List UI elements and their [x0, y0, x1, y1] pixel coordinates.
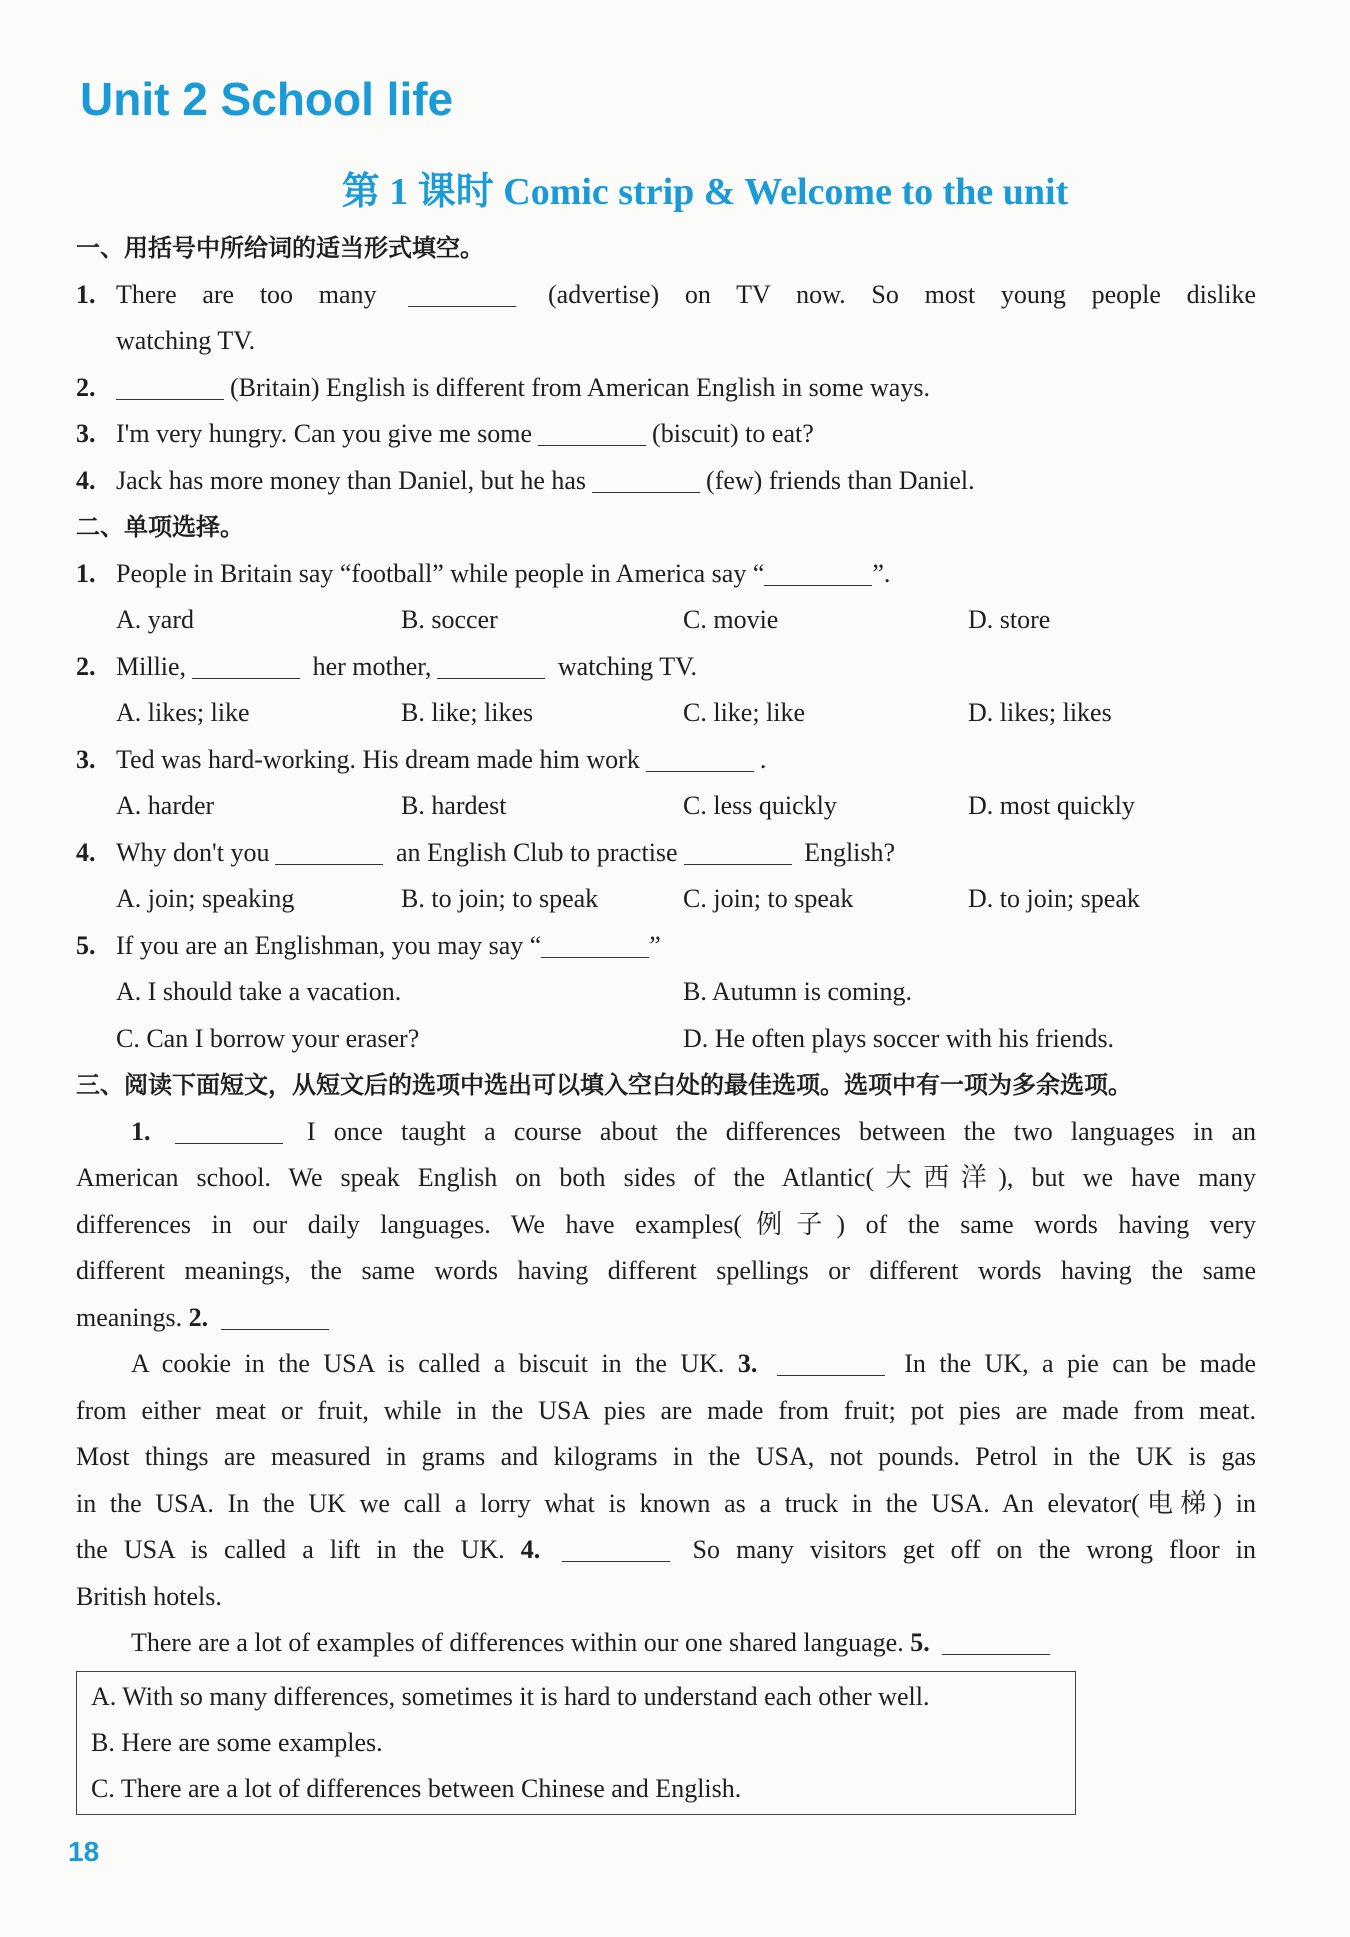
passage-line [76, 1341, 1256, 1388]
unit-title: Unit 2 School life [80, 73, 454, 125]
options-box [76, 1671, 1076, 1815]
passage-line: American school. We speak English on both sides of the Atlantic(大西洋), but we have many [76, 1163, 1256, 1192]
option-a[interactable]: A. I should take a vacation. [116, 977, 402, 1006]
passage [76, 1109, 1256, 1667]
question-text: There are too many [116, 279, 377, 309]
option-c[interactable]: C. There are a lot of differences between Chinese and English. [91, 1773, 742, 1803]
option-c[interactable]: C. movie [683, 605, 779, 634]
s1-question-4 [76, 458, 1256, 505]
answer-blank[interactable] [437, 648, 545, 679]
option-c[interactable]: C. join; to speak [683, 884, 854, 913]
s2-question-2 [76, 644, 1256, 691]
answer-blank[interactable] [538, 415, 646, 446]
s2-q5-options [76, 969, 1256, 1062]
answer-blank[interactable] [684, 834, 792, 865]
option-c[interactable]: C. Can I borrow your eraser? [116, 1023, 420, 1053]
option-b[interactable]: B. hardest [401, 791, 507, 820]
answer-blank[interactable] [942, 1624, 1050, 1655]
question-text: I'm very hungry. Can you give me some [116, 419, 533, 448]
passage-text: A cookie in the USA is called a biscuit in the UK. [131, 1349, 725, 1378]
answer-blank[interactable] [592, 462, 700, 493]
s2-q1-options [76, 597, 1256, 644]
s2-question-3 [76, 737, 1256, 784]
answer-blank[interactable] [116, 369, 224, 400]
answer-blank[interactable] [175, 1113, 283, 1144]
question-text: Jack has more money than Daniel, but he has [116, 465, 587, 495]
option-d[interactable]: D. to join; speak [968, 884, 1140, 913]
blank-number: 5. [910, 1628, 930, 1657]
passage-line: from either meat or fruit, while in the USA pies are made from fruit; pot pies are made from meat. [76, 1395, 1256, 1425]
question-text: English? [804, 837, 896, 867]
option-a[interactable]: A. join; speaking [116, 884, 295, 913]
question-text: an English Club to practise [395, 837, 678, 867]
question-text: ”. [872, 558, 891, 588]
option-c[interactable]: C. less quickly [683, 791, 837, 820]
option-b[interactable]: B. like; likes [401, 698, 534, 727]
option-b[interactable]: B. soccer [401, 605, 498, 634]
question-number: 3. [76, 419, 96, 448]
s2-question-1 [76, 551, 1256, 598]
answer-blank[interactable] [275, 834, 383, 865]
s2-q2-options [76, 690, 1256, 737]
question-number: 2. [76, 651, 96, 681]
answer-blank[interactable] [646, 741, 754, 772]
option-d[interactable]: D. He often plays soccer with his friends. [683, 1023, 1115, 1053]
passage-line: British hotels. [76, 1581, 222, 1611]
passage-line [76, 1620, 1256, 1667]
section-1-heading: 一、用括号中所给词的适当形式填空。 [76, 234, 484, 262]
s2-question-4 [76, 830, 1256, 877]
question-text: People in Britain say “football” while people in America say “ [116, 558, 765, 588]
passage-line [76, 1295, 1256, 1342]
passage-text: So many visitors get off on the wrong floor in [692, 1535, 1256, 1564]
answer-blank[interactable] [221, 1299, 329, 1330]
section-2-heading: 二、单项选择。 [76, 513, 244, 541]
passage-line [76, 1527, 1256, 1574]
question-text: . [759, 744, 767, 774]
s2-q4-options [76, 876, 1256, 923]
question-number: 1. [76, 558, 96, 588]
question-text: If you are an Englishman, you may say “ [116, 930, 542, 960]
answer-blank[interactable] [777, 1345, 885, 1376]
question-text: Why don't you [116, 837, 270, 867]
s2-question-5 [76, 923, 1256, 970]
page-number: 18 [68, 1836, 100, 1867]
s1-question-1-cont: watching TV. [116, 326, 256, 355]
question-text: (biscuit) to eat? [652, 419, 814, 448]
question-text: (advertise) on TV now. So most young people dislike [548, 279, 1256, 309]
passage-line: different meanings, the same words having different spellings or different words having the same [76, 1256, 1256, 1285]
question-number: 3. [76, 744, 96, 774]
passage-text: the USA is called a lift in the UK. [76, 1535, 505, 1564]
question-number: 2. [76, 372, 96, 402]
question-number: 1. [76, 279, 96, 309]
s2-q3-options [76, 783, 1256, 830]
option-b[interactable]: B. to join; to speak [401, 884, 599, 913]
lesson-title: 第 1 课时 Comic strip & Welcome to the unit [341, 171, 1069, 213]
question-text: (Britain) English is different from American English in some ways. [230, 372, 930, 402]
option-a[interactable]: A. likes; like [116, 698, 250, 727]
option-a[interactable]: A. harder [116, 791, 215, 820]
option-a[interactable]: A. yard [116, 605, 194, 634]
passage-text: I once taught a course about the differences between the two languages in an [306, 1116, 1257, 1146]
answer-blank[interactable] [192, 648, 300, 679]
answer-blank[interactable] [408, 276, 516, 307]
question-text: Millie, [116, 651, 187, 681]
question-text: watching TV. [557, 651, 698, 681]
passage-line [76, 1109, 1256, 1156]
question-text: ” [649, 930, 661, 960]
blank-number: 3. [737, 1349, 758, 1378]
question-text: her mother, [312, 651, 432, 681]
option-a[interactable]: A. With so many differences, sometimes it is hard to understand each other well. [91, 1681, 930, 1711]
option-d[interactable]: D. store [968, 605, 1051, 634]
passage-text: meanings. [76, 1302, 183, 1332]
question-text: (few) friends than Daniel. [706, 465, 975, 495]
option-b[interactable]: B. Autumn is coming. [683, 977, 912, 1006]
question-number: 5. [76, 930, 96, 960]
blank-number: 2. [188, 1302, 209, 1332]
answer-blank[interactable] [562, 1531, 670, 1562]
question-number: 4. [76, 465, 96, 495]
s1-question-1 [76, 272, 1256, 319]
passage-line: Most things are measured in grams and kilograms in the USA, not pounds. Petrol in the UK is gas [76, 1442, 1256, 1471]
blank-number: 4. [520, 1535, 541, 1564]
passage-text: There are a lot of examples of differences within our one shared language. [131, 1628, 904, 1657]
option-d[interactable]: D. most quickly [968, 791, 1135, 820]
question-text: Ted was hard-working. His dream made him work [116, 744, 640, 774]
section-3-heading: 三、阅读下面短文，从短文后的选项中选出可以填入空白处的最佳选项。选项中有一项为多余选项。 [76, 1071, 1132, 1099]
passage-text: In the UK, a pie can be made [904, 1349, 1257, 1378]
question-number: 4. [76, 837, 96, 867]
s1-question-3 [76, 411, 1256, 458]
answer-blank[interactable] [541, 927, 649, 958]
option-d[interactable]: D. likes; likes [968, 698, 1112, 727]
passage-line: differences in our daily languages. We have examples(例子) of the same words having very [76, 1209, 1256, 1239]
blank-number: 1. [131, 1116, 151, 1146]
s1-question-2 [76, 365, 1256, 412]
passage-line: in the USA. In the UK we call a lorry what is known as a truck in the USA. An elevator(电梯) in [76, 1488, 1256, 1518]
worksheet-content [76, 225, 1256, 1815]
option-b[interactable]: B. Here are some examples. [91, 1727, 383, 1757]
option-c[interactable]: C. like; like [683, 698, 806, 727]
answer-blank[interactable] [764, 555, 872, 586]
